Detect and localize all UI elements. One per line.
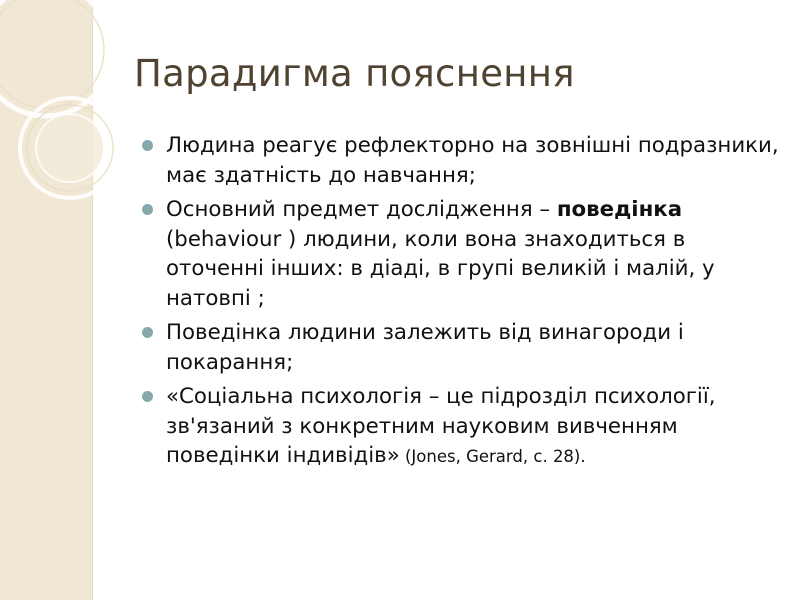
bullet-dot-icon	[142, 327, 153, 338]
bullet-text-post: (behaviour ) людини, коли вона знаходиться в оточенні інших: в діаді, в групі великій і малій, у натовпі ;	[166, 226, 715, 311]
bullet-item	[142, 195, 782, 313]
bullet-item	[142, 131, 782, 190]
bullet-dot-icon	[142, 391, 153, 402]
bullet-item	[142, 318, 782, 377]
bullet-text-pre: Основний предмет дослідження –	[166, 197, 557, 222]
bullet-text: Поведінка людини залежить від винагороди і покарання;	[166, 320, 684, 375]
decorative-rings	[0, 0, 140, 260]
bullet-text: Людина реагує рефлекторно на зовнішні подразники, має здатність до навчання;	[166, 133, 779, 188]
quote-text: «Соціальна психологія – це підрозділ психології, зв'язаний з конкретним науковим вивченням поведінки індивідів»	[166, 384, 716, 468]
bullet-item	[142, 382, 782, 472]
bullet-list	[142, 131, 782, 477]
slide-title: Парадигма пояснення	[134, 52, 575, 95]
bullet-dot-icon	[142, 140, 153, 151]
bullet-dot-icon	[142, 204, 153, 215]
bullet-emphasis: поведінка	[556, 197, 683, 222]
citation: (Jones, Gerard, c. 28).	[399, 447, 586, 466]
